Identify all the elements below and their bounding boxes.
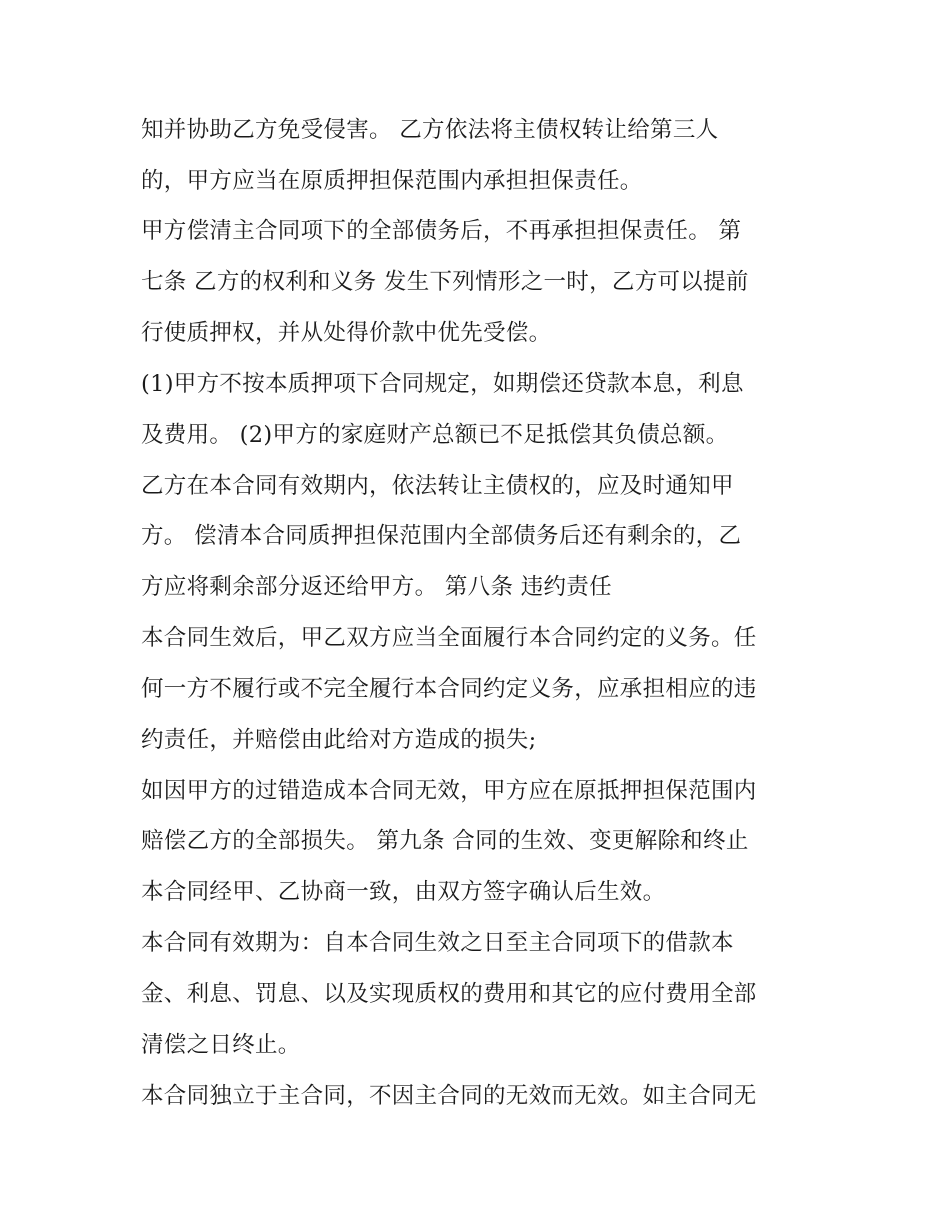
text-line: 本合同生效后，甲乙双方应当全面履行本合同约定的义务。任 [141, 625, 757, 651]
text-line: 如因甲方的过错造成本合同无效，甲方应在原抵押担保范围内 [141, 778, 757, 804]
text-line: 方。 偿清本合同质押担保范围内全部债务后还有剩余的，乙 [141, 523, 742, 549]
text-line: 赔偿乙方的全部损失。 第九条 合同的生效、变更解除和终止 [141, 828, 749, 854]
text-line: 何一方不履行或不完全履行本合同约定义务，应承担相应的违 [141, 676, 757, 702]
text-line: 方应将剩余部分返还给甲方。 第八条 违约责任 [141, 574, 612, 600]
text-line: 甲方偿清主合同项下的全部债务后，不再承担担保责任。 第 [141, 218, 742, 244]
text-line: 知并协助乙方免受侵害。 乙方依法将主债权转让给第三人 [141, 117, 719, 143]
text-line: (1)甲方不按本质押项下合同规定，如期偿还贷款本息，利息 [141, 371, 744, 397]
text-line: 清偿之日终止。 [141, 1032, 301, 1058]
text-line: 七条 乙方的权利和义务 发生下列情形之一时，乙方可以提前 [141, 269, 749, 295]
text-line: 行使质押权，并从处得价款中优先受偿。 [141, 320, 552, 346]
text-line: 本合同经甲、乙协商一致，由双方签字确认后生效。 [141, 879, 666, 905]
text-line: 及费用。 (2)甲方的家庭财产总额已不足抵偿其负债总额。 [141, 422, 729, 448]
text-line: 本合同独立于主合同，不因主合同的无效而无效。如主合同无 [141, 1083, 757, 1109]
text-line: 金、利息、罚息、以及实现质权的费用和其它的应付费用全部 [141, 981, 757, 1007]
text-line: 乙方在本合同有效期内，依法转让主债权的，应及时通知甲 [141, 473, 734, 499]
text-line: 约责任，并赔偿由此给对方造成的损失; [141, 727, 537, 753]
text-line: 本合同有效期为：自本合同生效之日至主合同项下的借款本 [141, 930, 734, 956]
text-line: 的，甲方应当在原质押担保范围内承担担保责任。 [141, 168, 643, 194]
